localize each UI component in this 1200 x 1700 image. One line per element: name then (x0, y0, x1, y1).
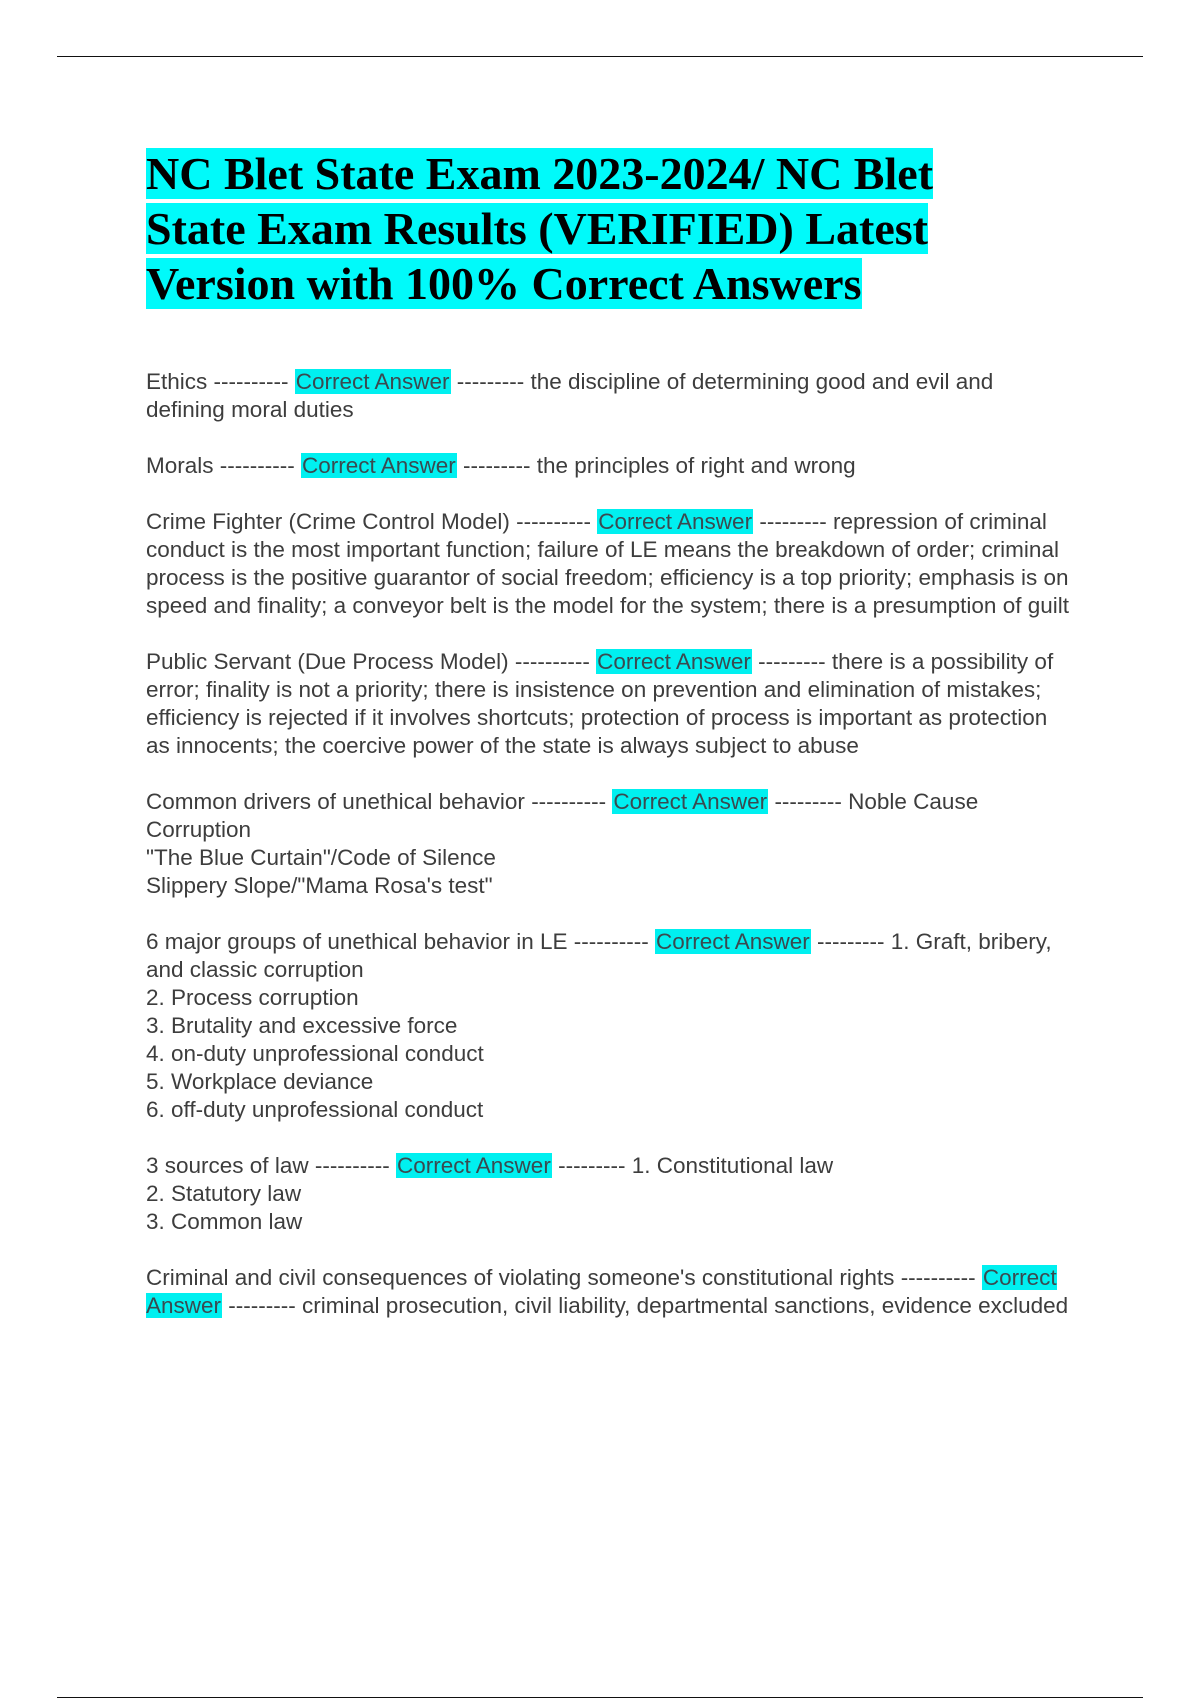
qa-term: Criminal and civil consequences of violating someone's constitutional rights (146, 1265, 895, 1290)
qa-separator: ---------- (567, 929, 655, 954)
qa-answer-line: 3. Brutality and excessive force (146, 1013, 458, 1038)
qa-answer-line: 1. Constitutional law (631, 1153, 834, 1178)
qa-term: Public Servant (Due Process Model) (146, 649, 509, 674)
qa-term: 6 major groups of unethical behavior in LE (146, 929, 568, 954)
qa-separator: ---------- (213, 453, 301, 478)
qa-separator: --------- (456, 453, 537, 478)
correct-answer-label: Correct Answer (397, 1153, 551, 1178)
qa-answer-line: there is a possibility of error; finality is not a priority; there is insistence on prevention and elimination of mistakes; efficiency is rejected if it involves shortcuts; protection of process is important as protection as innocents; the coercive power of the state is always subject to abuse (146, 649, 1054, 758)
qa-answer-line: the principles of right and wrong (536, 453, 856, 478)
qa-item (146, 928, 1076, 1124)
qa-separator: --------- (551, 1153, 632, 1178)
qa-answer-line: 6. off-duty unprofessional conduct (146, 1097, 484, 1122)
qa-item (146, 788, 1076, 900)
qa-separator: --------- (753, 509, 834, 534)
qa-answer-line: 2. Statutory law (146, 1181, 302, 1206)
qa-term: Ethics (146, 369, 208, 394)
qa-answer-line: 5. Workplace deviance (146, 1069, 374, 1094)
correct-answer-label: Correct Answer (301, 453, 456, 478)
correct-answer-label: Correct Answer (598, 509, 753, 534)
qa-list (146, 368, 1076, 1348)
qa-term: Crime Fighter (Crime Control Model) (146, 509, 510, 534)
document-title-highlight: NC Blet State Exam 2023-2024/ NC Blet State Exam Results (VERIFIED) Latest Version with 100% Correct Answers (146, 148, 934, 309)
qa-item (146, 452, 1076, 480)
qa-separator: ---------- (524, 789, 613, 814)
qa-separator: ---------- (508, 649, 597, 674)
qa-item (146, 508, 1076, 620)
page-top-rule (57, 56, 1143, 57)
qa-separator: ---------- (894, 1265, 982, 1290)
qa-separator: --------- (222, 1293, 302, 1318)
qa-answer-line: Noble Cause Corruption (146, 789, 979, 842)
qa-answer-line: 2. Process corruption (146, 985, 359, 1010)
qa-term: Morals (146, 453, 214, 478)
qa-item (146, 1152, 1076, 1236)
correct-answer-label: Correct Answer (655, 929, 810, 954)
qa-separator: --------- (751, 649, 832, 674)
qa-separator: --------- (450, 369, 531, 394)
correct-answer-label: Correct Answer (295, 369, 450, 394)
qa-answer-line: "The Blue Curtain"/Code of Silence (146, 845, 496, 870)
document-title (146, 146, 976, 311)
correct-answer-label: Correct Answer (146, 1265, 1057, 1318)
qa-answer-line: 1. Graft, bribery, and classic corruption (146, 929, 1052, 982)
qa-separator: ---------- (509, 509, 598, 534)
page-bottom-rule (57, 1697, 1143, 1698)
qa-answer-line: criminal prosecution, civil liability, departmental sanctions, evidence excluded (301, 1293, 1069, 1318)
qa-separator: --------- (810, 929, 891, 954)
qa-item (146, 648, 1076, 760)
qa-answer-line: repression of criminal conduct is the most important function; failure of LE means the breakdown of order; criminal process is the positive guarantor of social freedom; efficiency is a top priority; emphasis is on speed and finality; a conveyor belt is the model for the system; there is a presumption of guilt (146, 509, 1069, 618)
qa-term: Common drivers of unethical behavior (146, 789, 525, 814)
qa-answer-line: 4. on-duty unprofessional conduct (146, 1041, 484, 1066)
correct-answer-label: Correct Answer (613, 789, 768, 814)
qa-term: 3 sources of law (146, 1153, 309, 1178)
qa-item (146, 368, 1076, 424)
qa-item (146, 1264, 1076, 1320)
qa-separator: ---------- (308, 1153, 397, 1178)
qa-answer-line: 3. Common law (146, 1209, 303, 1234)
qa-separator: --------- (768, 789, 849, 814)
qa-separator: ---------- (207, 369, 295, 394)
correct-answer-label: Correct Answer (597, 649, 751, 674)
qa-answer-line: the discipline of determining good and evil and defining moral duties (146, 369, 994, 422)
qa-answer-line: Slippery Slope/"Mama Rosa's test" (146, 873, 493, 898)
